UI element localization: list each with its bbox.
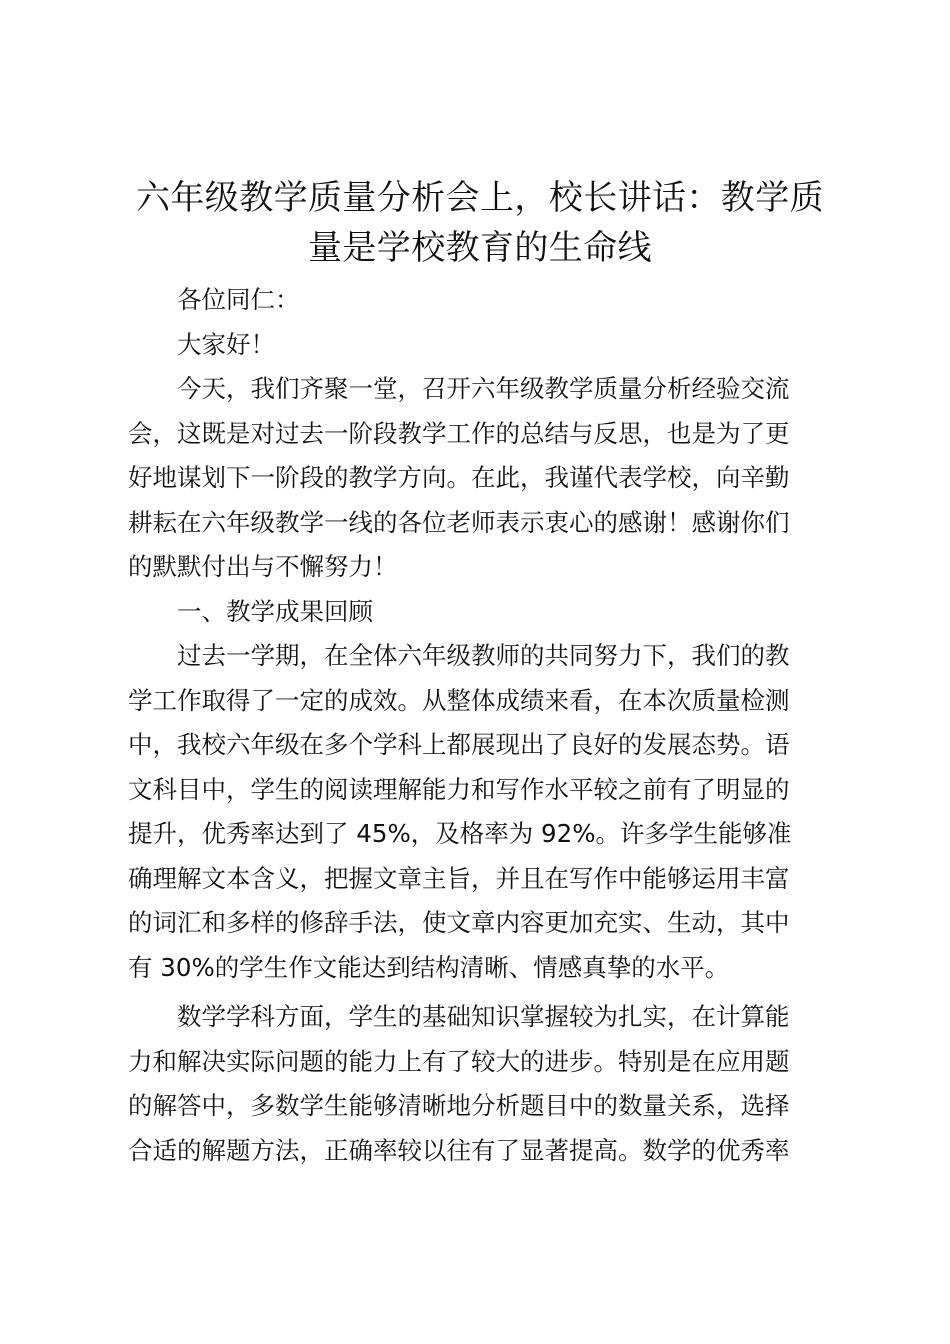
paragraph-line: 的解答中，多数学生能够清晰地分析题目中的数量关系，选择 bbox=[128, 1091, 790, 1120]
paragraph-line: 确理解文本含义，把握文章主旨，并且在写作中能够运用丰富 bbox=[128, 863, 790, 893]
paragraph-line: 中，我校六年级在多个学科上都展现出了良好的发展态势。语 bbox=[128, 730, 790, 759]
title-line-1: 六年级教学质量分析会上，校长讲话：教学质 bbox=[136, 178, 824, 218]
paragraph-line: 今天，我们齐聚一堂，召开六年级教学质量分析经验交流 bbox=[177, 374, 790, 403]
paragraph-line: 提升，优秀率达到了 45%，及格率为 92%。许多学生能够准 bbox=[128, 819, 792, 848]
paragraph-3 bbox=[128, 995, 832, 1173]
paragraph-line: 的默默付出与不懈努力！ bbox=[128, 552, 398, 581]
paragraph-line: 好地谋划下一阶段的教学方向。在此，我谨代表学校，向辛勤 bbox=[128, 463, 790, 492]
document-title bbox=[128, 173, 832, 273]
section-heading: 一、教学成果回顾 bbox=[177, 596, 373, 626]
paragraph-line: 的词汇和多样的修辞手法，使文章内容更加充实、生动，其中 bbox=[128, 908, 790, 937]
paragraph-line: 力和解决实际问题的能力上有了较大的进步。特别是在应用题 bbox=[128, 1046, 790, 1076]
paragraph-line: 有 30%的学生作文能达到结构清晰、情感真挚的水平。 bbox=[128, 952, 730, 982]
paragraph-line: 合适的解题方法，正确率较以往有了显著提高。数学的优秀率 bbox=[128, 1135, 790, 1165]
document-body bbox=[128, 278, 832, 1173]
paragraph-2 bbox=[128, 634, 832, 990]
paragraph-1 bbox=[128, 367, 832, 590]
paragraph-line: 耕耘在六年级教学一线的各位老师表示衷心的感谢！感谢你们 bbox=[128, 507, 790, 537]
greeting: 大家好！ bbox=[177, 329, 275, 359]
paragraph-line: 过去一学期，在全体六年级教师的共同努力下，我们的教 bbox=[177, 641, 790, 670]
salutation: 各位同仁： bbox=[177, 285, 300, 314]
paragraph-line: 会，这既是对过去一阶段教学工作的总结与反思，也是为了更 bbox=[128, 418, 790, 448]
paragraph-line: 学工作取得了一定的成效。从整体成绩来看，在本次质量检测 bbox=[128, 685, 790, 715]
paragraph-line: 文科目中，学生的阅读理解能力和写作水平较之前有了明显的 bbox=[128, 774, 790, 804]
title-line-2: 量是学校教育的生命线 bbox=[308, 228, 652, 268]
paragraph-line: 数学学科方面，学生的基础知识掌握较为扎实，在计算能 bbox=[177, 1002, 790, 1031]
